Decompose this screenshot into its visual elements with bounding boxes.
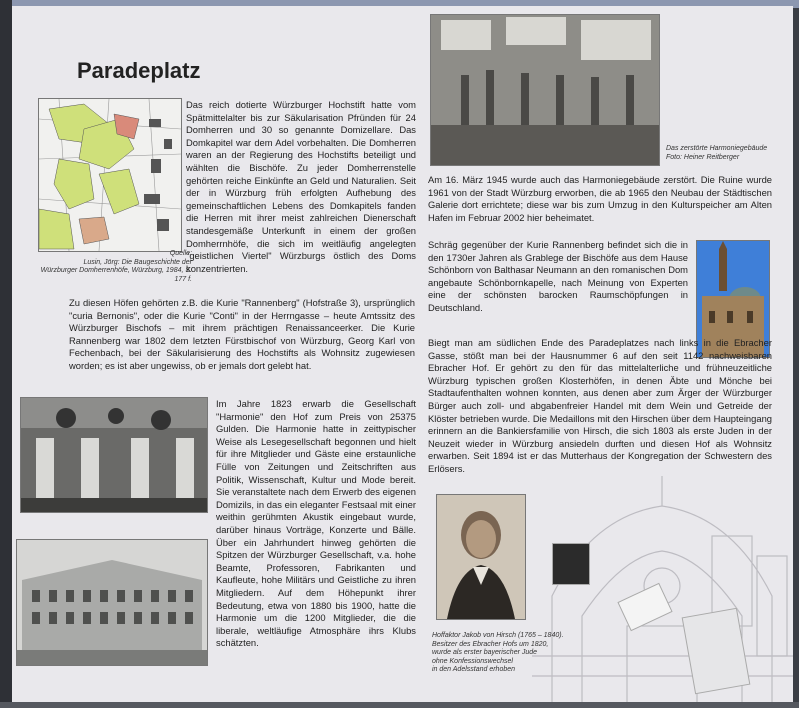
paragraph-hoefe: Zu diesen Höfen gehörten z.B. die Kurie "Rannenberg" (Hofstraße 3), ursprünglich "curia Bernonis", oder die Kurie "Conti" in der Herrngasse – heute Amtssitz des Würzburger Bischofs – mit ihrem prächtigen Renaissanceerker. Die Kurie Rannenberg war 1802 dem letzten Fürstbischof von Würzburg, Georg Karl von Fechenbach, bei der Säkularisierung des Hochstifts als Wohnsitz zugewiesen worden; es ist aber ungewiss, ob er jemals dort gelebt hat. [69,297,415,371]
torn-sticker [552,543,590,585]
paragraph-zerstoerung: Am 16. März 1945 wurde auch das Harmoniegebäude zerstört. Die Ruine wurde 1961 von der Stadt Würzburg erworben, die ab 1965 den Neubau der Städtischen Galerie dort errichtete; diese war bis zum Umzug in den Kulturspeicher am Alten Hafen im Februar 2002 hier beheimatet. [428,174,772,223]
festsaal-photo [20,397,208,513]
destroyed-harmonie-photo [430,14,660,166]
board-frame-bottom [0,702,799,708]
board-frame-left [0,0,12,708]
paragraph-schoenbornkapelle: Schräg gegenüber der Kurie Rannenberg befindet sich die in den 1730er Jahren als Grablege der Bischöfe aus dem Hause Schönborn von Balthasar Neumann an den romanischen Dom angebaute Schönbornkapelle, nach Meinung von Experten eine der schönsten barocken Raumschöpfungen in Deutschland. [428,239,688,313]
domherrenhoefe-map [38,98,182,252]
harmonie-building-photo [16,539,208,666]
paragraph-ebracher-hof: Biegt man am südlichen Ende des Paradeplatzes nach links in die Ebracher Gasse, stößt man bei der Hausnummer 6 auf den seit 1142 nachweisbaren Ebracher Hof. Er gehört zu den für das mittelalterliche und frühneuzeitliche Würzburg typischen großen Klosterhöfen, in denen Äbte und Mönche bei Stadtaufenthalten wohnen konnten, aus denen aber zum Ärger der Würzburger Bürger auch zoll- und abgabenfreier Handel mit dem Wein und Getreide der Klöster betrieben wurde. Die Medaillons mit den Hirschen über dem Haupteingang erinnern an die Bankiersfamilie von Hirsch, die sich 1803 als erste Juden in der Neuzeit wieder in Würzburg ansiedeln durften und diesen Hof als Wohnsitz erwarben. Seit 1894 ist er das Mutterhaus der Kongregation der Schwestern des Erlösers. [428,337,772,474]
ruin-caption: Das zerstörte Harmoniegebäude Foto: Heiner Reitberger [666,145,768,161]
map-caption: Quelle: Lusin, Jörg: Die Baugeschichte der Würzburger Domherrenhöfe, Würzburg, 1984, S. 177 f. [40,250,192,283]
paragraph-domkapitel: Das reich dotierte Würzburger Hochstift hatte vom Spätmittelalter bis zur Säkularisation Pfründen für 24 Domherren und 30 so genannte Domizellare. Das Domkapitel war dem Adel vorbehalten. Die Domherren waren an der Regierung des Hochstifts beteiligt und wählten die Bischöfe. Zu jeder Domherrenstelle gehörten reiche Einkünfte an Geld und Naturalien. Seit der in Würzburg früh erfolgten Aufhebung des gemeinschaftlichen Lebens des Domkapitels fanden die Herren mit ihrer meist zahlreichen Dienerschaft standesgemäße Unterkunft in einem der großen Domherrnhöfe, die sich im weitläufig angelegten "geistlichen Viertel" Würzburgs östlich des Doms konzentrierten. [186,99,416,274]
paragraph-harmonie: Im Jahre 1823 erwarb die Gesellschaft "Harmonie" den Hof zum Preis von 25375 Gulden. Die Harmonie hatte in zeittypischer Weise als Lesegesellschaft begonnen und hielt für ihre Mitglieder und Gäste eine erstaunliche Fülle von Zeitungen und Zeitschriften aus Politik, Wissenschaft, Kultur und Mode bereit. Sie veranstaltete nach dem Erwerb des eigenen Domizils, in das ein eleganter Festsaal mit einer weithin gerühmten Akustik eingebaut wurde, darüber hinaus Vorträge, Konzerte und Bälle. Über ein Jahrhundert hinweg gehörten die Spitzen der Würzburger Gesellschaft, v.a. hohe Beamte, Professoren, Fabrikanten und Kaufleute, hohe Militärs und Geistliche zu ihren Mitgliedern. Auf dem Höhepunkt ihrer Bedeutung, etwa von 1880 bis 1900, hatte die Harmonie um die 1200 Mitglieder, die die liberale, weltläufige Atmosphäre ihrs Klubs schätzten. [216,398,416,649]
portrait-caption: Hoffaktor Jakob von Hirsch (1765 – 1840). Besitzer des Ebracher Hofs um 1820, wurde als erster bayerischer Jude ohne Konfessionswechsel in den Adelsstand erhoben [432,632,564,673]
page-title: Paradeplatz [77,58,201,83]
information-board [12,6,793,708]
jakob-von-hirsch-portrait [436,494,526,620]
